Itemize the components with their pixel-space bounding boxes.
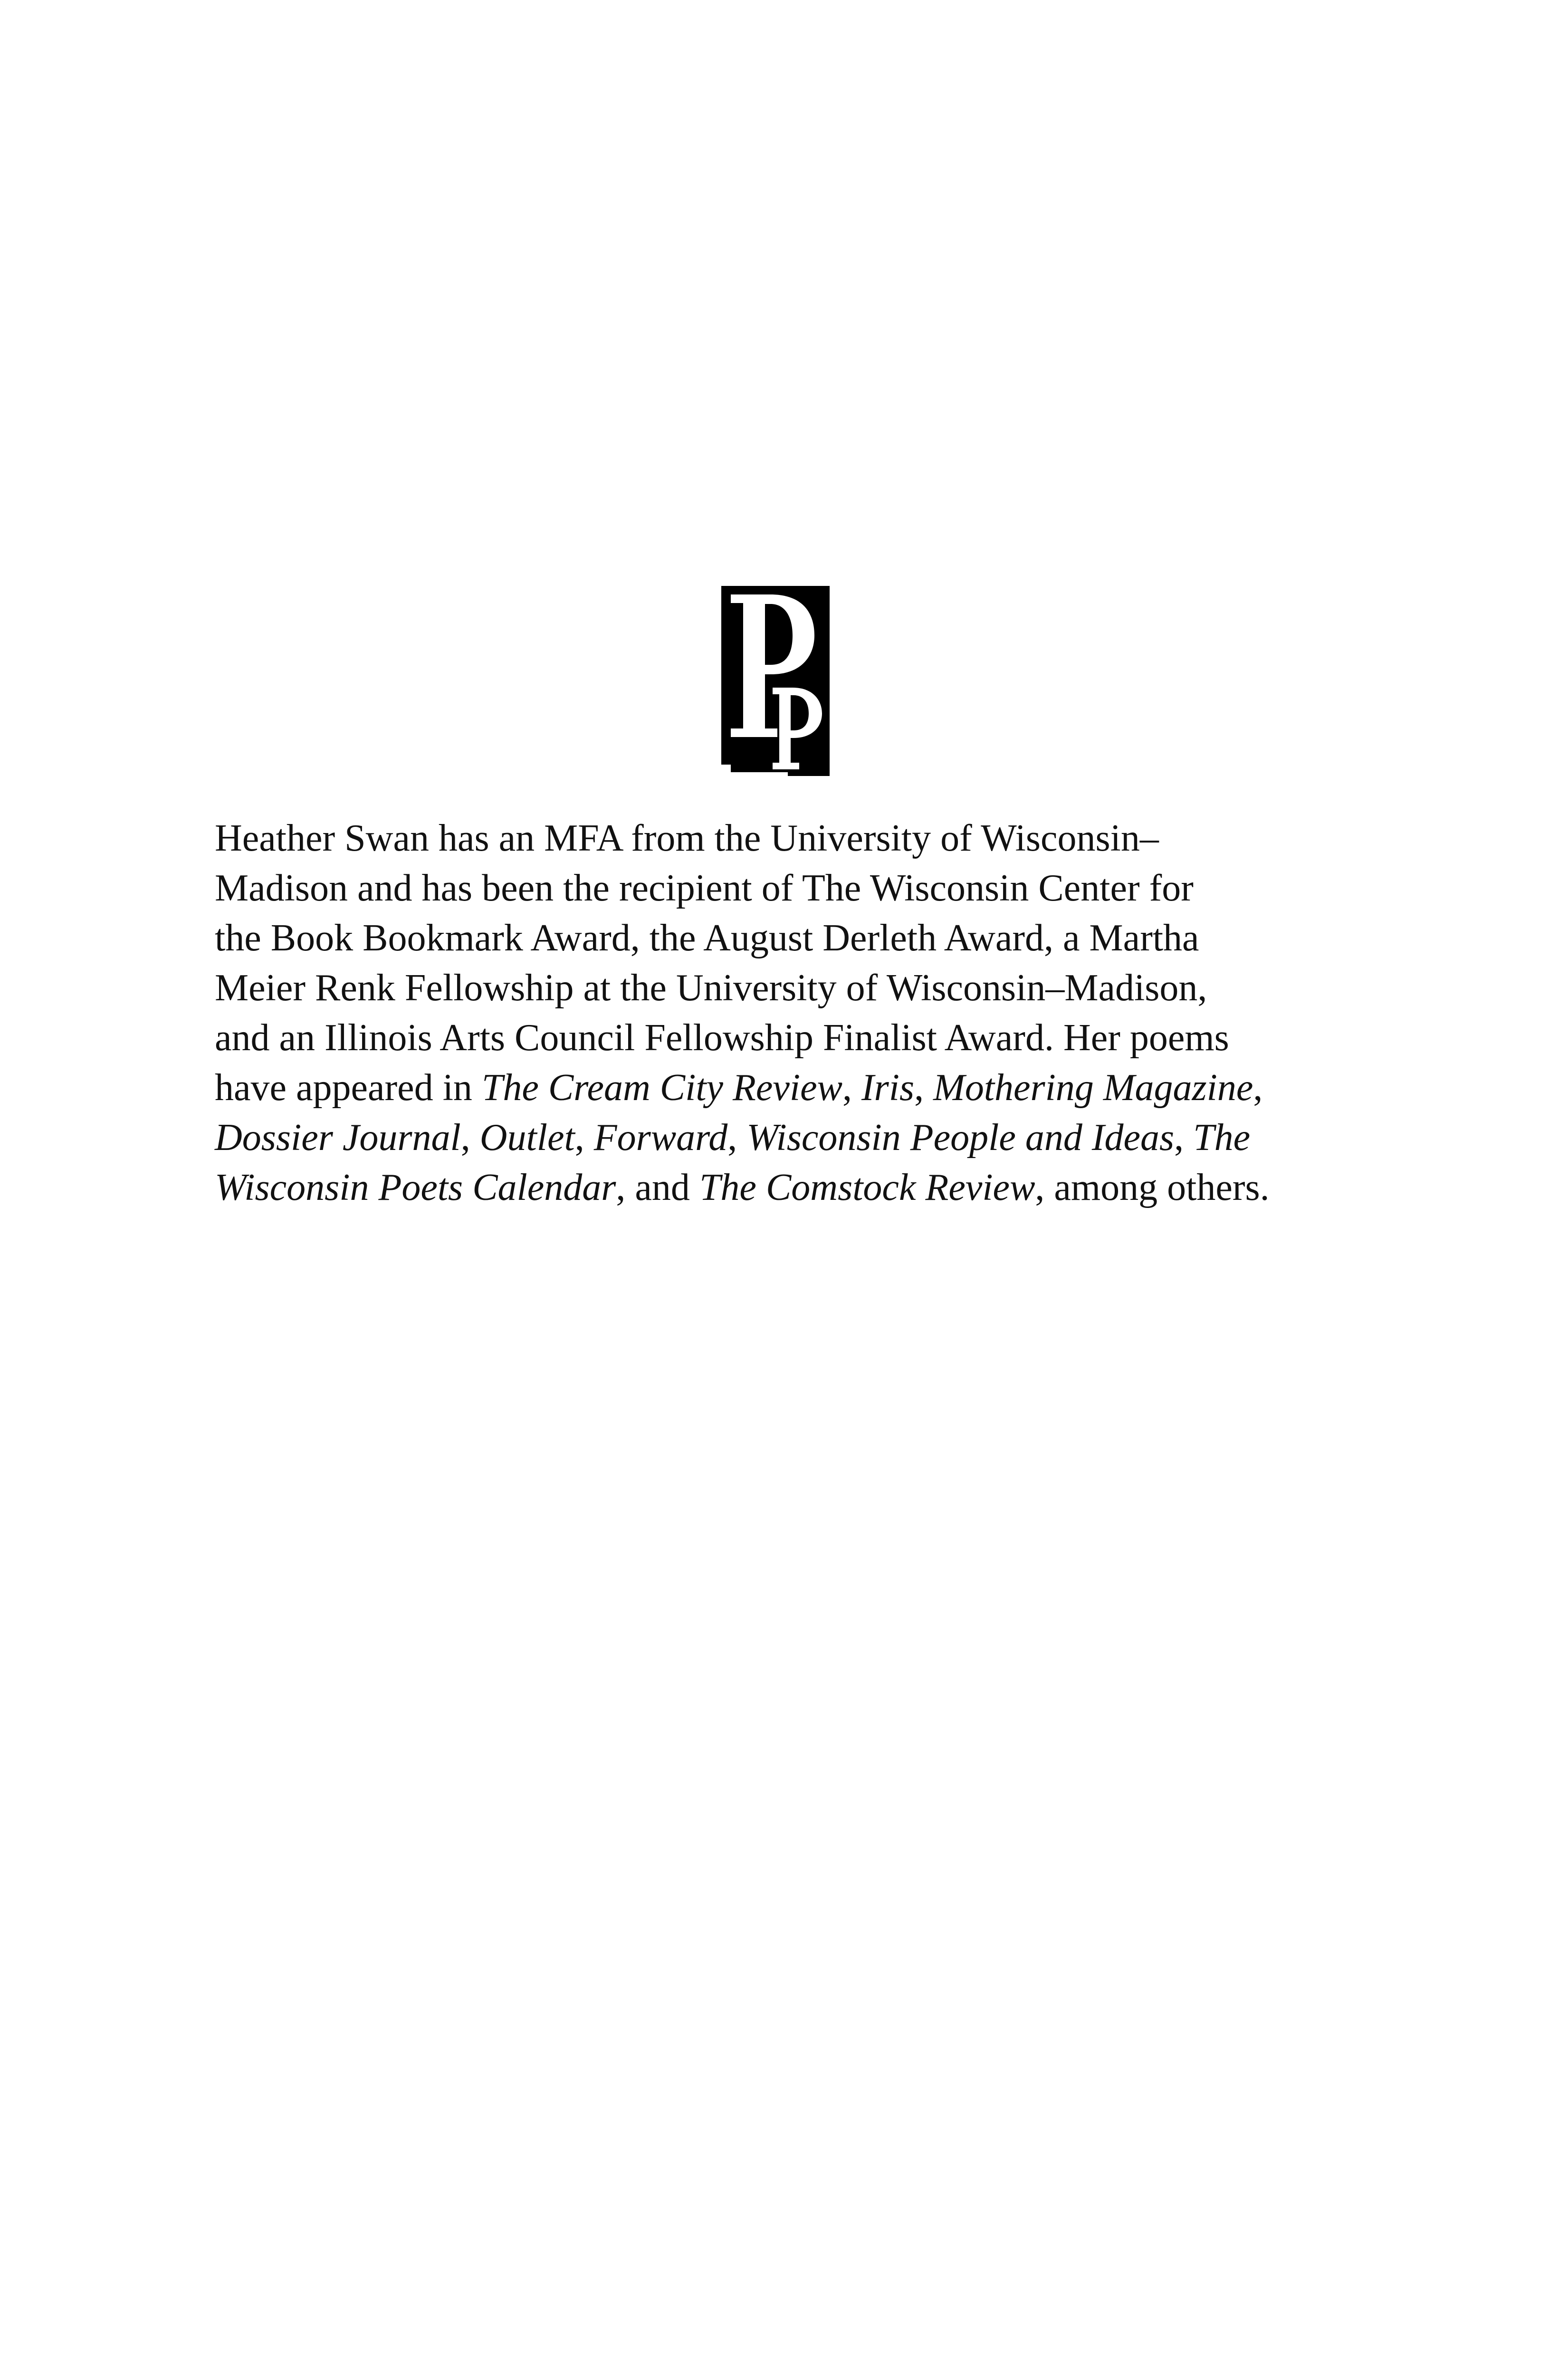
bio-text: , and — [616, 1167, 699, 1208]
bio-text: , — [1174, 1117, 1194, 1159]
bio-text: Heather Swan has an MFA from the University of Wisconsin– — [215, 817, 1159, 859]
publication-title: Wisconsin People and Ideas — [746, 1117, 1175, 1159]
publication-title: The Cream City Review — [481, 1067, 843, 1109]
author-bio-paragraph — [215, 814, 1365, 1213]
bio-line — [215, 863, 1365, 913]
bio-text: , — [460, 1117, 480, 1159]
bio-line — [215, 1113, 1365, 1163]
publisher-monogram-logo — [721, 586, 830, 776]
publication-title: Outlet — [479, 1117, 575, 1159]
bio-text: , — [914, 1067, 934, 1109]
bio-line — [215, 1163, 1365, 1213]
publication-title: Dossier Journal — [215, 1117, 461, 1159]
bio-text: , — [842, 1067, 862, 1109]
bio-line — [215, 913, 1365, 963]
publication-title: Iris — [861, 1067, 915, 1109]
publication-title: Mothering Magazine — [933, 1067, 1253, 1109]
bio-text: , among others. — [1035, 1167, 1270, 1208]
bio-text: , — [727, 1117, 747, 1159]
bio-text: , — [574, 1117, 594, 1159]
publication-title: The — [1193, 1117, 1251, 1159]
bio-text: Meier Renk Fellowship at the University of Wisconsin–Madison, — [215, 967, 1207, 1009]
bio-text: Madison and has been the recipient of The Wisconsin Center for — [215, 867, 1194, 909]
bio-text: , — [1253, 1067, 1263, 1109]
bio-line — [215, 1063, 1365, 1113]
bio-line — [215, 814, 1365, 863]
publication-title: The Comstock Review — [699, 1167, 1035, 1208]
bio-text: the Book Bookmark Award, the August Derleth Award, a Martha — [215, 917, 1199, 959]
bio-line — [215, 1013, 1365, 1063]
publication-title: Wisconsin Poets Calendar — [215, 1167, 616, 1208]
bio-text: and an Illinois Arts Council Fellowship Finalist Award. Her poems — [215, 1017, 1229, 1059]
bio-line — [215, 963, 1365, 1013]
publication-title: Forward — [593, 1117, 728, 1159]
bio-text: have appeared in — [215, 1067, 482, 1109]
